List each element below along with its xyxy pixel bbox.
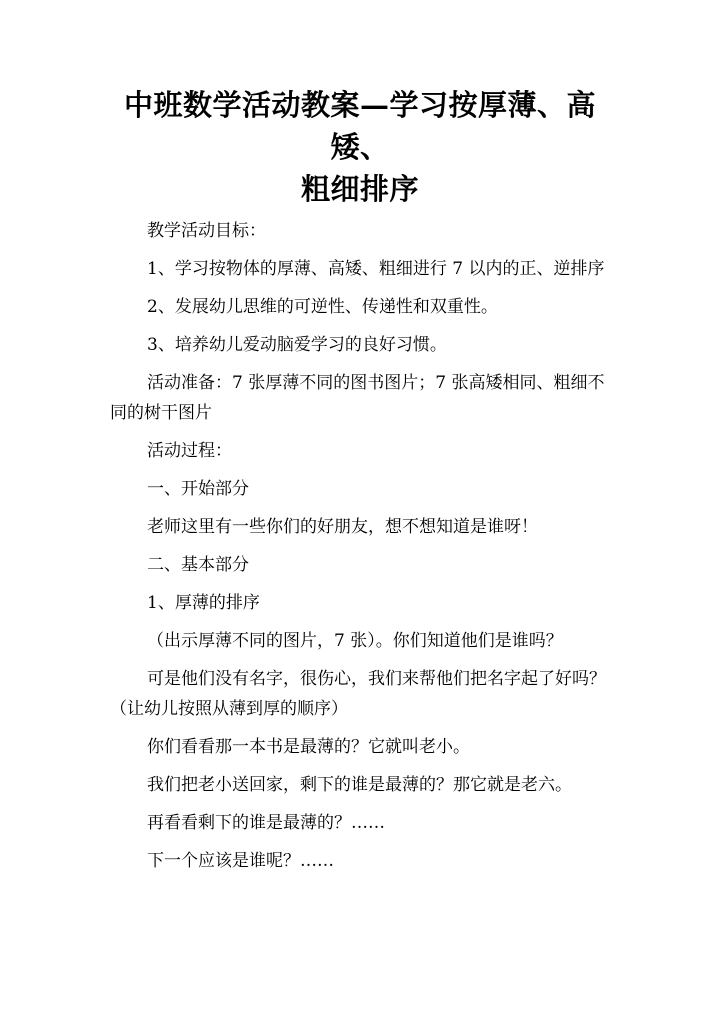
title-line-2: 粗细排序 xyxy=(300,172,419,206)
paragraph-thickness-heading: 1、厚薄的排序 xyxy=(147,593,260,613)
paragraph-intro: 老师这里有一些你们的好朋友，想不想知道是谁呀！ xyxy=(147,517,538,537)
paragraph-thinnest-book: 你们看看那一本书是最薄的？它就叫老小。 xyxy=(147,737,470,757)
paragraph-section-start: 一、开始部分 xyxy=(147,479,249,499)
paragraph-send-home: 我们把老小送回家，剩下的谁是最薄的？那它就是老六。 xyxy=(147,775,572,795)
paragraph-process-heading: 活动过程： xyxy=(147,441,232,461)
paragraph-next: 下一个应该是谁呢？…… xyxy=(147,851,334,871)
document-body xyxy=(110,216,615,884)
document-title xyxy=(95,84,625,210)
paragraph-show-pictures: （出示厚薄不同的图片，7 张）。你们知道他们是谁吗？ xyxy=(147,631,563,651)
paragraph-objective-3: 3、培养幼儿爱动脑爱学习的良好习惯。 xyxy=(147,335,447,355)
title-line-1: 中班数学活动教案—学习按厚薄、高矮、 xyxy=(123,88,596,164)
paragraph-section-basic: 二、基本部分 xyxy=(147,555,249,575)
paragraph-objective-2: 2、发展幼儿思维的可逆性、传递性和双重性。 xyxy=(147,297,498,317)
paragraph-naming: 可是他们没有名字，很伤心，我们来帮他们把名字起了好吗？（让幼儿按照从薄到厚的顺序） xyxy=(110,669,606,719)
paragraph-preparation: 活动准备：7 张厚薄不同的图书图片；7 张高矮相同、粗细不同的树干图片 xyxy=(110,373,605,423)
paragraph-objectives-heading: 教学活动目标： xyxy=(147,221,266,241)
paragraph-objective-1: 1、学习按物体的厚薄、高矮、粗细进行 7 以内的正、逆排序 xyxy=(147,259,605,279)
paragraph-look-again: 再看看剩下的谁是最薄的？…… xyxy=(147,813,385,833)
